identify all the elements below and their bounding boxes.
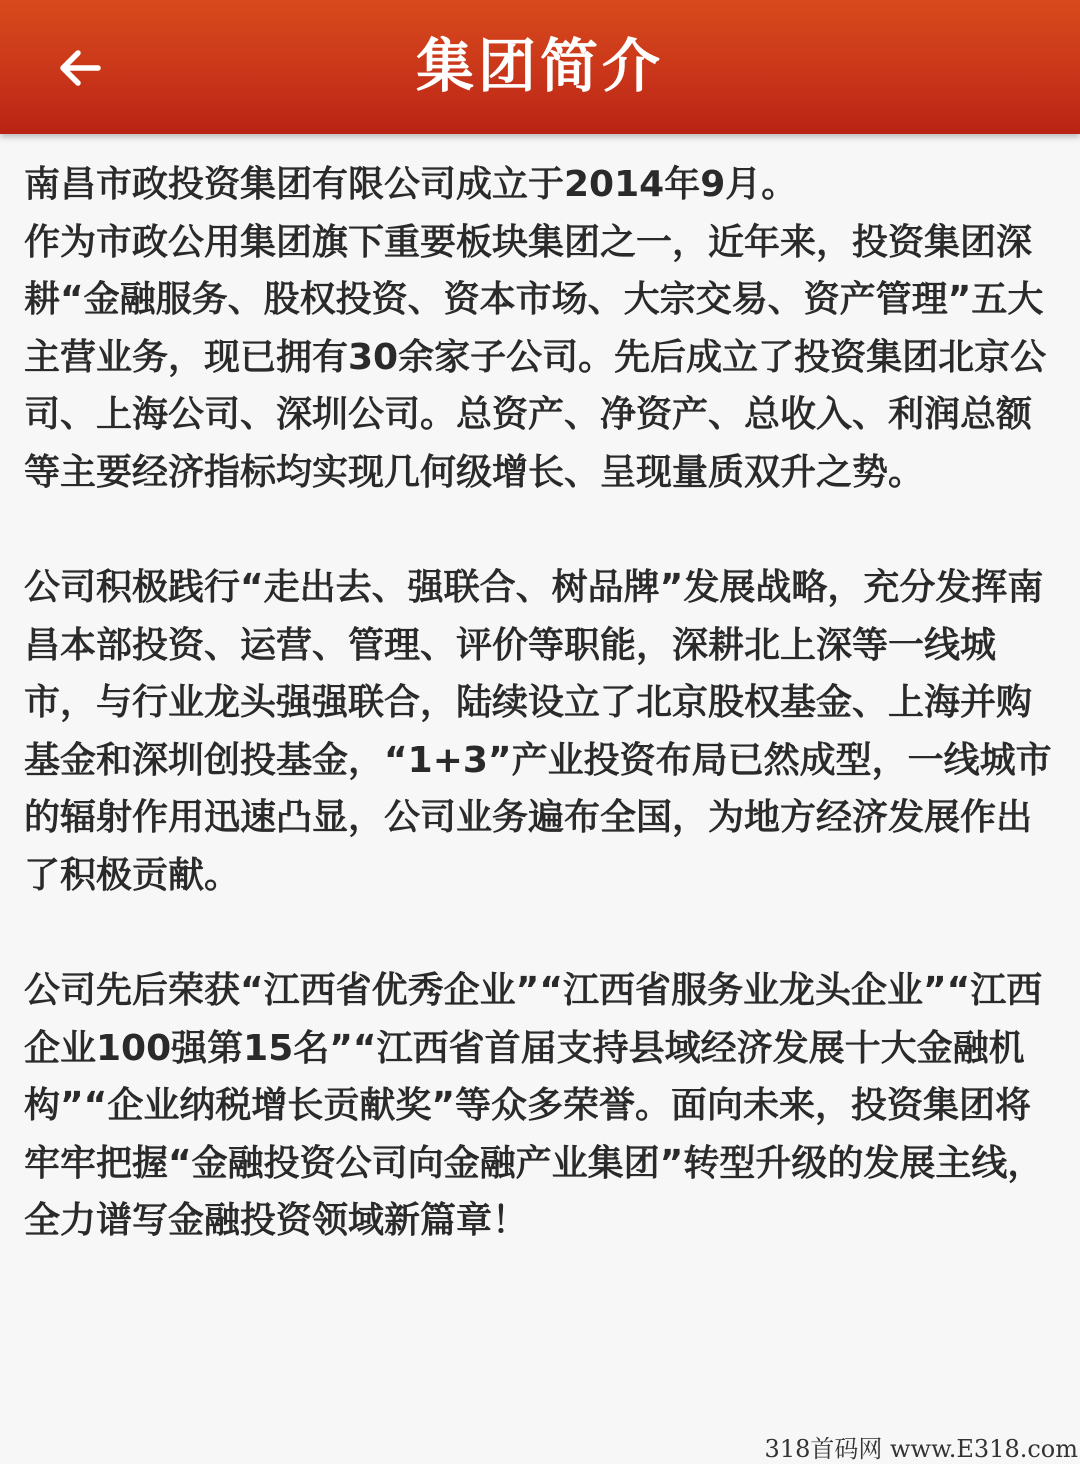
- page-title: 集团简介: [415, 32, 664, 100]
- intro-content: [24, 156, 1058, 1250]
- intro-paragraph-1-line-1: 南昌市政投资集团有限公司成立于2014年9月。: [24, 164, 798, 205]
- paragraph-spacer: [24, 501, 1058, 559]
- paragraph-spacer: [24, 904, 1058, 962]
- intro-paragraph-2: 公司积极践行“走出去、强联合、树品牌”发展战略，充分发挥南昌本部投资、运营、管理、评价等职能，深耕北上深等一线城市，与行业龙头强强联合，陆续设立了北京股权基金、上海并购基金和深圳创投基金，“1+3”产业投资布局已然成型，一线城市的辐射作用迅速凸显，公司业务遍布全国，为地方经济发展作出了积极贡献。: [24, 567, 1052, 896]
- app-header: [0, 0, 1080, 134]
- intro-paragraph-1: 作为市政公用集团旗下重要板块集团之一，近年来，投资集团深耕“金融服务、股权投资、资本市场、大宗交易、资产管理”五大主营业务，现已拥有30余家子公司。先后成立了投资集团北京公司、上海公司、深圳公司。总资产、净资产、总收入、利润总额等主要经济指标均实现几何级增长、呈现量质双升之势。: [24, 221, 1047, 493]
- site-watermark: 318首码网 www.E318.com: [764, 1435, 1078, 1463]
- intro-paragraph-3: 公司先后荣获“江西省优秀企业”“江西省服务业龙头企业”“江西企业100强第15名”“江西省首届支持县域经济发展十大金融机构”“企业纳税增长贡献奖”等众多荣誉。面向未来，投资集团将牢牢把握“金融投资公司向金融产业集团”转型升级的发展主线，全力谱写金融投资领域新篇章！: [24, 970, 1044, 1241]
